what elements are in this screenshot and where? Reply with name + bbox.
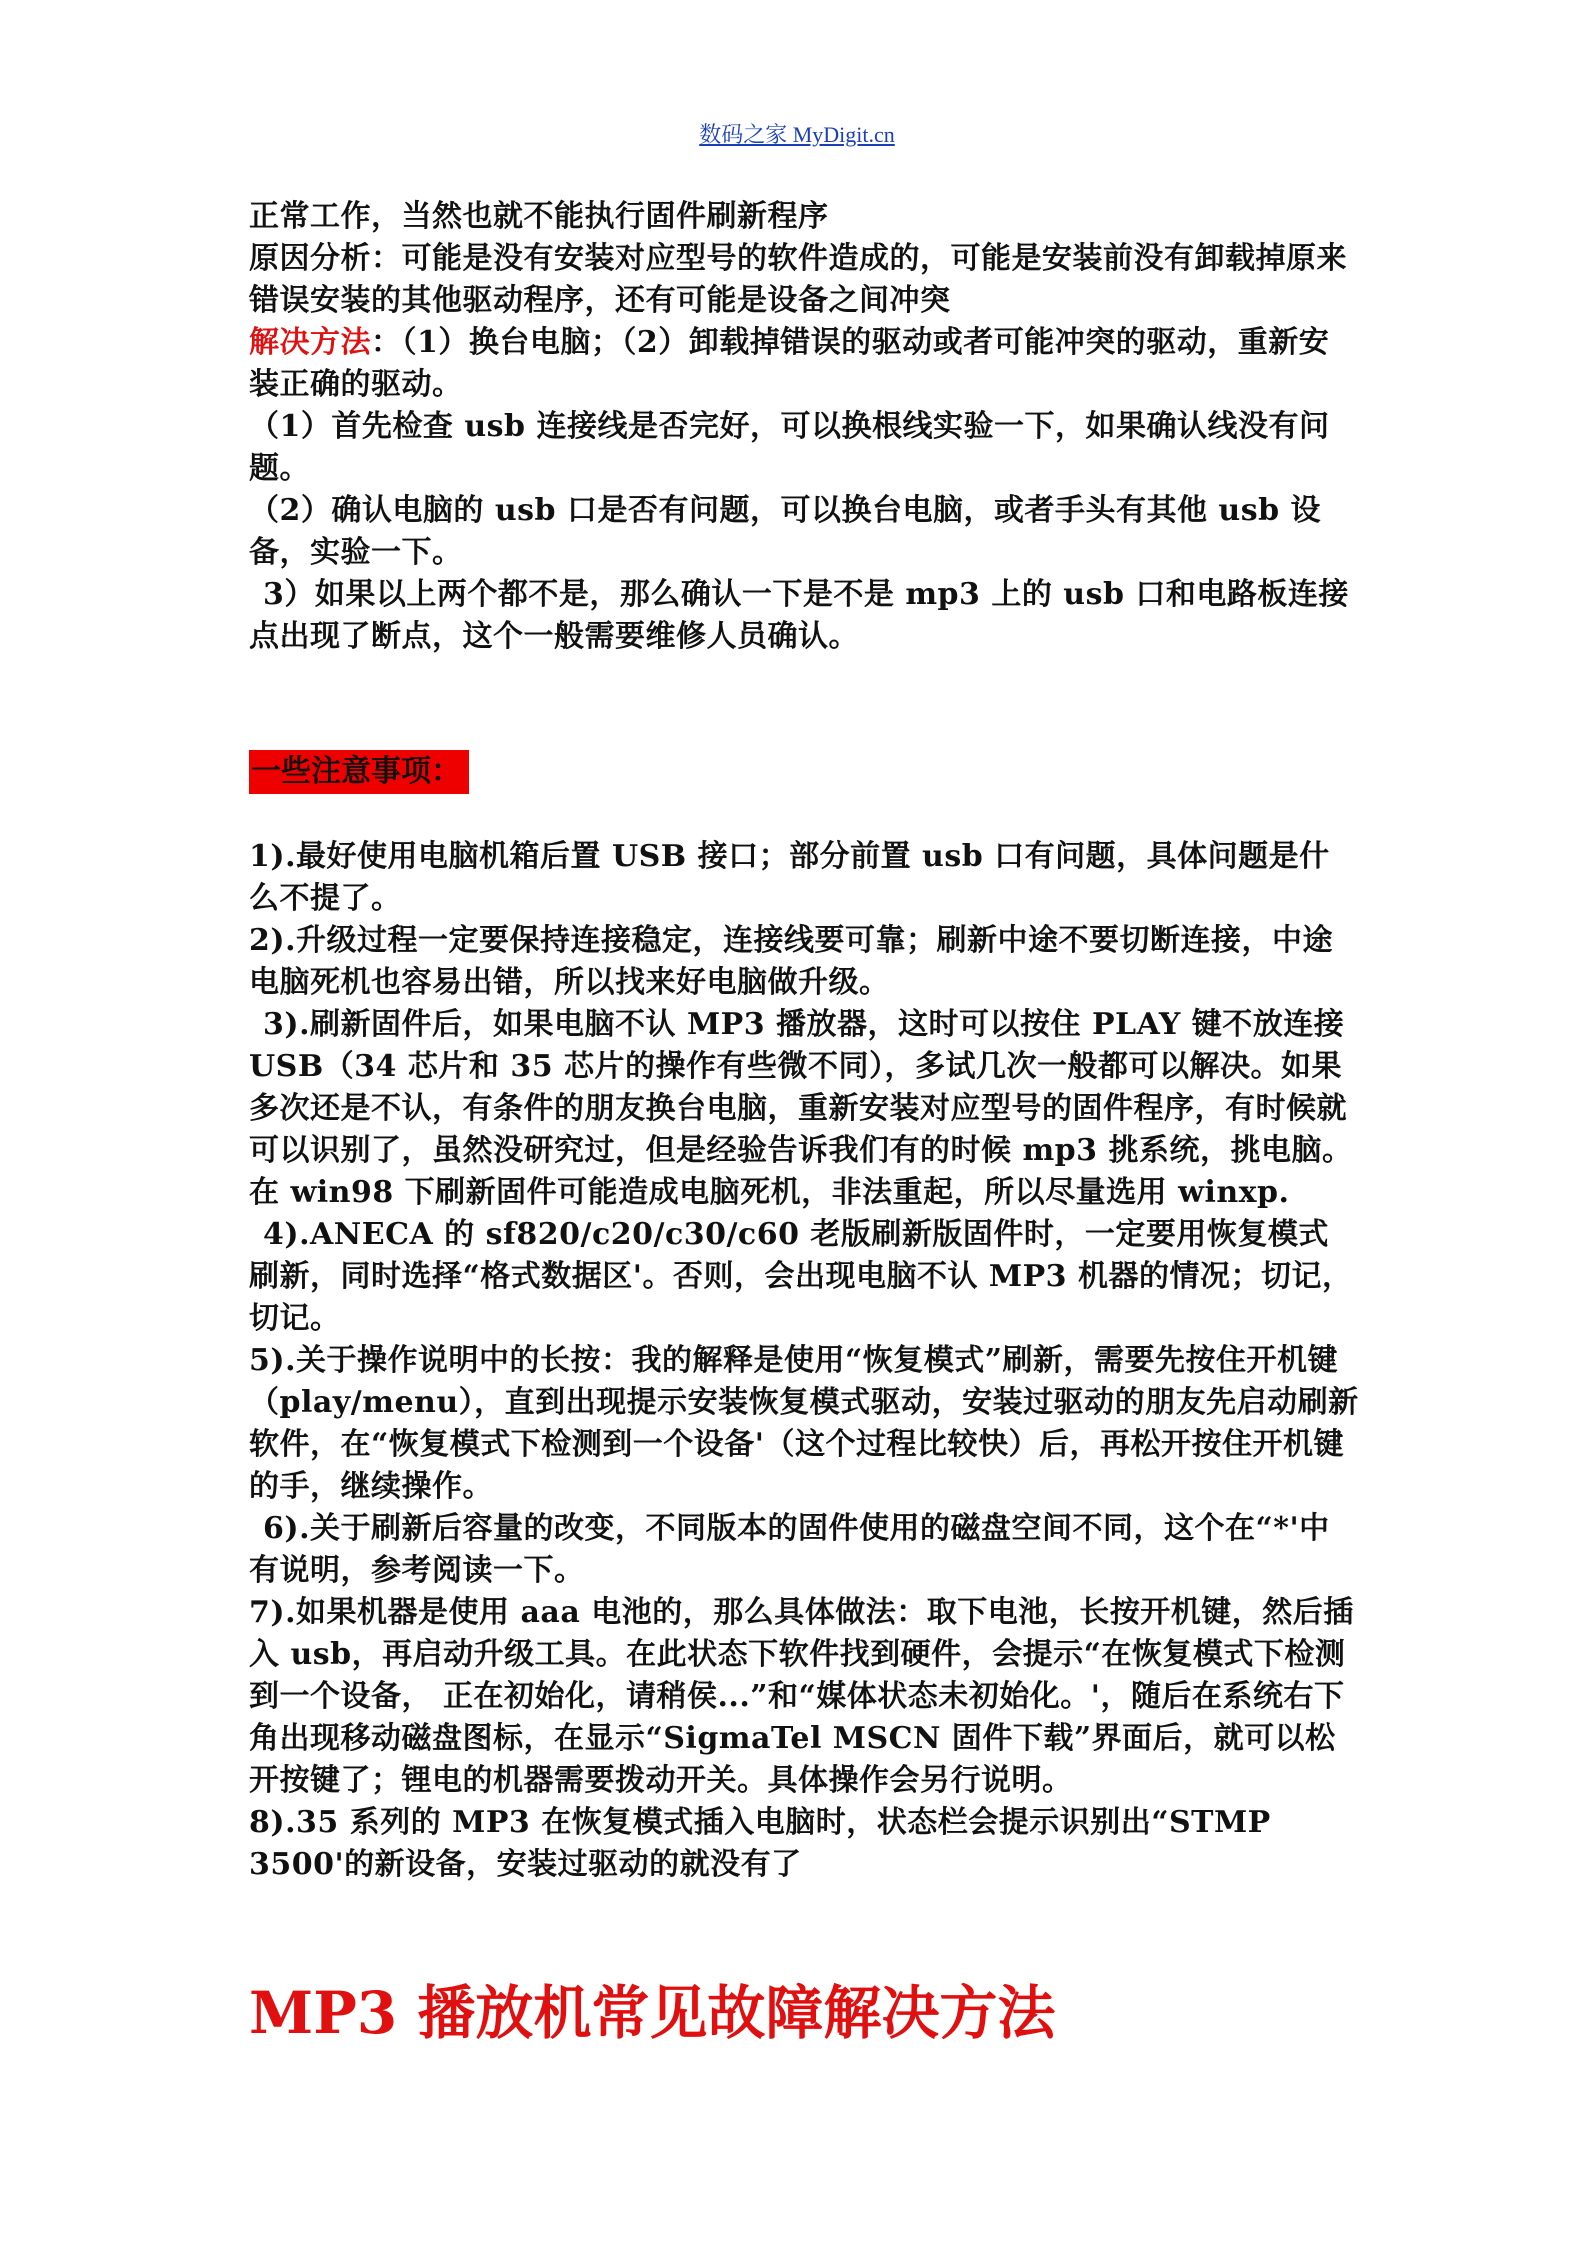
notice-item-1: 1).最好使用电脑机箱后置 USB 接口；部分前置 usb 口有问题，具体问题是什么不提了。: [249, 839, 1330, 916]
notice-heading: 一些注意事项：: [249, 750, 469, 794]
notice-item-2: 2).升级过程一定要保持连接稳定，连接线要可靠；刷新中途不要切断连接，中途电脑死机也容易出错，所以找来好电脑做升级。: [249, 923, 1334, 1000]
paragraph-step-3: 3）如果以上两个都不是，那么确认一下是不是 mp3 上的 usb 口和电路板连接点出现了断点，这个一般需要维修人员确认。: [249, 577, 1349, 654]
notice-item-3: 3).刷新固件后，如果电脑不认 MP3 播放器，这时可以按住 PLAY 键不放连接 USB（34 芯片和 35 芯片的操作有些微不同），多试几次一般都可以解决。如果多次还是不认，有条件的朋友换台电脑，重新安装对应型号的固件程序，有时候就可以识别了，虽然没研究过，但是经验告诉我们有的时候 mp3 挑系统，挑电脑。在 win98 下刷新固件可能造成电脑死机，非法重起，所以尽量选用 winxp.: [249, 1007, 1353, 1210]
paragraph-step-2: （2）确认电脑的 usb 口是否有问题，可以换台电脑，或者手头有其他 usb 设备，实验一下。: [249, 493, 1322, 570]
document-body: [249, 196, 1359, 2048]
paragraph-cause-analysis: 原因分析：可能是没有安装对应型号的软件造成的，可能是安装前没有卸载掉原来错误安装的其他驱动程序，还有可能是设备之间冲突: [249, 241, 1347, 318]
notice-item-5: 5).关于操作说明中的长按：我的解释是使用“恢复模式”刷新，需要先按住开机键（play/menu），直到出现提示安装恢复模式驱动，安装过驱动的朋友先启动刷新软件，在“恢复模式下检测到一个设备'（这个过程比较快）后，再松开按住开机键的手，继续操作。: [249, 1343, 1359, 1504]
paragraph-step-1: （1）首先检查 usb 连接线是否完好，可以换根线实验一下，如果确认线没有问题。: [249, 409, 1330, 486]
notice-heading-wrap: [249, 750, 1359, 794]
paragraph-continuation: 正常工作，当然也就不能执行固件刷新程序: [249, 199, 829, 234]
solution-text: ：（1）换台电脑；（2）卸载掉错误的驱动或者可能冲突的驱动，重新安装正确的驱动。: [249, 325, 1330, 402]
notice-item-4: 4).ANECA 的 sf820/c20/c30/c60 老版刷新版固件时，一定要用恢复模式刷新，同时选择“格式数据区'。否则，会出现电脑不认 MP3 机器的情况；切记，切记。: [249, 1217, 1353, 1336]
notice-item-6: 6).关于刷新后容量的改变，不同版本的固件使用的磁盘空间不同，这个在“*'中有说明，参考阅读一下。: [249, 1511, 1330, 1588]
paragraph-solution: [249, 322, 1359, 406]
notice-item-8: 8).35 系列的 MP3 在恢复模式插入电脑时，状态栏会提示识别出“STMP 3500'的新设备，安装过驱动的就没有了: [249, 1805, 1271, 1882]
solution-label: 解决方法: [249, 325, 371, 360]
notice-item-7: 7).如果机器是使用 aaa 电池的，那么具体做法：取下电池，长按开机键，然后插入 usb，再启动升级工具。在此状态下软件找到硬件，会提示“在恢复模式下检测到一个设备， 正在初始化，请稍侯...”和“媒体状态未初始化。'，随后在系统右下角出现移动磁盘图标，在显示“SigmaTel MSCN 固件下载”界面后，就可以松开按键了；锂电的机器需要拨动开关。具体操作会另行说明。: [249, 1595, 1354, 1798]
header-site-link[interactable]: 数码之家 MyDigit.cn: [699, 122, 895, 147]
section-title-mp3-troubleshooting: MP3 播放机常见故障解决方法: [249, 1979, 1056, 2047]
